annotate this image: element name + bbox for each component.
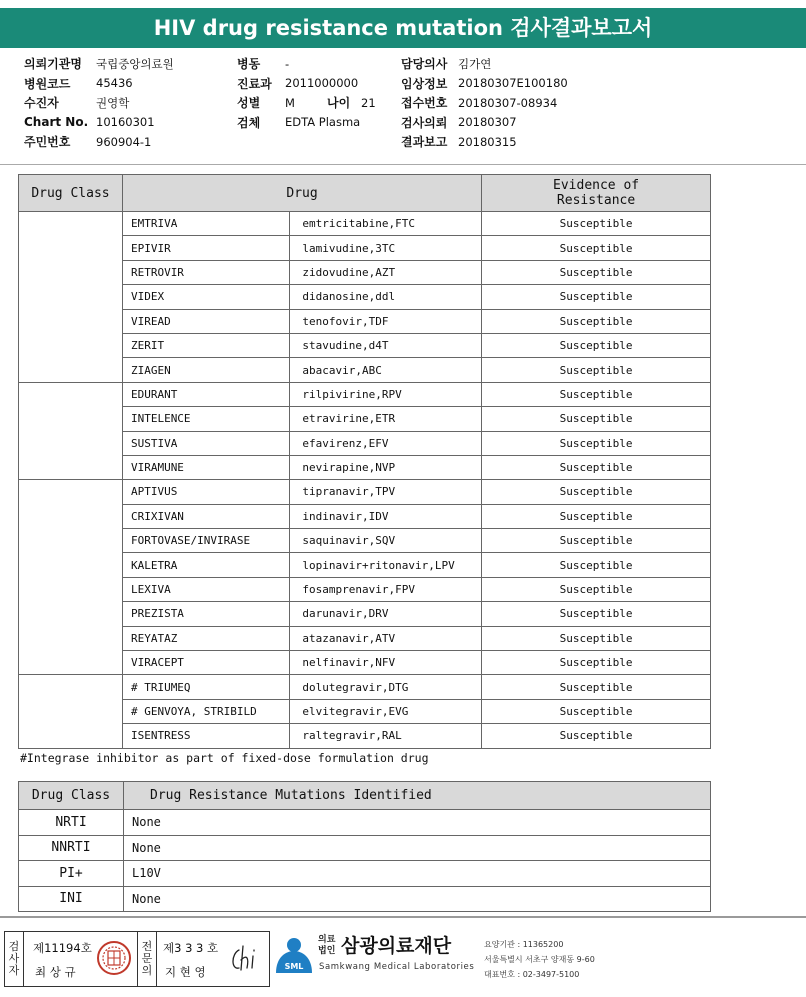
mutation-class: PI+ [19, 861, 124, 887]
resistance-result-cell: Susceptible [482, 260, 711, 284]
specialist-license: 제3 3 3 호 [163, 941, 219, 955]
label-char: 검 [8, 940, 20, 953]
info-key: 진료과 [237, 76, 272, 91]
info-row-physician [401, 54, 568, 74]
contact-code: 요양기관 : 11365200 [484, 940, 564, 949]
drug-brand-cell: VIDEX [122, 285, 289, 309]
info-value: 20180307-08934 [458, 95, 558, 110]
info-value: 20180307E100180 [458, 76, 568, 91]
table-row [19, 699, 711, 723]
resistance-result-cell: Susceptible [482, 358, 711, 382]
drug-brand-cell: VIRACEPT [122, 651, 289, 675]
drug-class-cell [19, 675, 123, 748]
info-row-receipt-no [401, 93, 568, 113]
drug-brand-cell: VIREAD [122, 309, 289, 333]
mutation-class: NRTI [19, 810, 124, 836]
table-row [19, 886, 711, 912]
drug-generic-cell: didanosine,ddl [290, 285, 482, 309]
table-row [19, 455, 711, 479]
table-header-row [19, 782, 711, 810]
info-row-institution [24, 54, 174, 74]
footnote: #Integrase inhibitor as part of fixed-dose formulation drug [20, 751, 429, 765]
info-key: Chart No. [24, 115, 89, 130]
drug-generic-cell: abacavir,ABC [290, 358, 482, 382]
drug-generic-cell: nelfinavir,NFV [290, 651, 482, 675]
info-value: 960904-1 [96, 134, 152, 149]
drug-brand-cell: ZERIT [122, 333, 289, 357]
table-row [19, 260, 711, 284]
info-value: 권영학 [96, 95, 130, 110]
specialist-name: 지 현 영 [165, 965, 206, 979]
header-evidence [482, 175, 711, 212]
visit-info-column [237, 54, 376, 132]
resistance-result-cell: Susceptible [482, 382, 711, 406]
drug-brand-cell: CRIXIVAN [122, 504, 289, 528]
age-key: 나이 [327, 96, 351, 111]
drug-generic-cell: dolutegravir,DTG [290, 675, 482, 699]
examiner-name: 최 상 규 [35, 965, 76, 979]
resistance-result-cell: Susceptible [482, 675, 711, 699]
info-row-result-report [401, 132, 568, 152]
drug-brand-cell: # GENVOYA, STRIBILD [122, 699, 289, 723]
info-row-resident-no [24, 132, 174, 152]
specialist-label [137, 932, 157, 986]
resistance-result-cell: Susceptible [482, 651, 711, 675]
resistance-result-cell: Susceptible [482, 504, 711, 528]
info-row-sex-age [237, 93, 376, 113]
drug-brand-cell: SUSTIVA [122, 431, 289, 455]
info-key: 성별 [237, 96, 261, 111]
header-evidence-line2: Resistance [556, 193, 636, 208]
table-row [19, 810, 711, 836]
foundation-english-name: Samkwang Medical Laboratories [319, 962, 475, 972]
table-row [19, 407, 711, 431]
table-row [19, 724, 711, 748]
drug-brand-cell: KALETRA [122, 553, 289, 577]
drug-brand-cell: # TRIUMEQ [122, 675, 289, 699]
drug-generic-cell: emtricitabine,FTC [290, 212, 482, 236]
mutation-table [18, 781, 711, 912]
drug-brand-cell: EPIVIR [122, 236, 289, 260]
drug-brand-cell: EMTRIVA [122, 212, 289, 236]
drug-brand-cell: REYATAZ [122, 626, 289, 650]
table-row [19, 675, 711, 699]
table-row [19, 212, 711, 236]
resistance-result-cell: Susceptible [482, 309, 711, 333]
footer-divider [0, 916, 806, 918]
mutation-value: None [124, 810, 711, 836]
info-value: 20180307 [458, 115, 517, 130]
drug-brand-cell: LEXIVA [122, 577, 289, 601]
drug-class-cell [19, 480, 123, 675]
header-drug-class: Drug Class [19, 782, 124, 810]
table-row [19, 504, 711, 528]
contact-phone: 대표번호 : 02-3497-5100 [484, 970, 580, 979]
resistance-result-cell: Susceptible [482, 724, 711, 748]
drug-brand-cell: EDURANT [122, 382, 289, 406]
info-key: 검체 [237, 115, 261, 130]
age-value: 21 [361, 95, 376, 110]
foundation-name: 삼광의료재단 [341, 935, 452, 957]
table-row [19, 480, 711, 504]
drug-generic-cell: etravirine,ETR [290, 407, 482, 431]
patient-info-column [24, 54, 174, 152]
table-row [19, 861, 711, 887]
resistance-result-cell: Susceptible [482, 529, 711, 553]
info-key: 결과보고 [401, 135, 448, 150]
info-row-patient [24, 93, 174, 113]
table-row [19, 651, 711, 675]
drug-brand-cell: APTIVUS [122, 480, 289, 504]
drug-table-body [19, 212, 711, 749]
drug-resistance-table [18, 174, 711, 749]
mutation-value: None [124, 886, 711, 912]
lab-info-column [401, 54, 568, 152]
mutation-value: L10V [124, 861, 711, 887]
info-value: EDTA Plasma [285, 115, 361, 130]
resistance-result-cell: Susceptible [482, 285, 711, 309]
drug-generic-cell: elvitegravir,EVG [290, 699, 482, 723]
examiner-label [5, 932, 24, 986]
resistance-result-cell: Susceptible [482, 455, 711, 479]
seal-stamp-icon [96, 940, 132, 976]
resistance-result-cell: Susceptible [482, 236, 711, 260]
drug-class-cell [19, 382, 123, 480]
resistance-result-cell: Susceptible [482, 212, 711, 236]
contact-address: 서울특별시 서초구 양재동 9-60 [484, 955, 595, 964]
examiner-license: 제11194호 [33, 941, 92, 955]
drug-brand-cell: ISENTRESS [122, 724, 289, 748]
table-row [19, 529, 711, 553]
drug-generic-cell: atazanavir,ATV [290, 626, 482, 650]
drug-generic-cell: tenofovir,TDF [290, 309, 482, 333]
mutation-value: None [124, 835, 711, 861]
drug-brand-cell: VIRAMUNE [122, 455, 289, 479]
signature-block [4, 931, 270, 987]
resistance-result-cell: Susceptible [482, 553, 711, 577]
drug-generic-cell: rilpivirine,RPV [290, 382, 482, 406]
info-key: 주민번호 [24, 135, 71, 150]
drug-generic-cell: saquinavir,SQV [290, 529, 482, 553]
info-key: 수진자 [24, 96, 59, 111]
drug-generic-cell: raltegravir,RAL [290, 724, 482, 748]
drug-generic-cell: tipranavir,TPV [290, 480, 482, 504]
label-char: 전 [141, 940, 153, 953]
logo-prefix [318, 935, 335, 957]
drug-brand-cell: ZIAGEN [122, 358, 289, 382]
table-row [19, 835, 711, 861]
info-key: 의뢰기관명 [24, 57, 82, 72]
drug-generic-cell: fosamprenavir,FPV [290, 577, 482, 601]
info-value: 45436 [96, 76, 133, 91]
info-value: M [285, 95, 295, 110]
info-row-ward [237, 54, 376, 74]
report-title: HIV drug resistance mutation 검사결과보고서 [0, 8, 806, 48]
header-divider [0, 164, 806, 165]
logo-prefix-1: 의료 [318, 935, 336, 945]
info-row-test-request [401, 113, 568, 133]
drug-generic-cell: stavudine,d4T [290, 333, 482, 357]
table-row [19, 626, 711, 650]
resistance-result-cell: Susceptible [482, 407, 711, 431]
info-value: 2011000000 [285, 76, 359, 91]
resistance-result-cell: Susceptible [482, 333, 711, 357]
table-row [19, 431, 711, 455]
resistance-result-cell: Susceptible [482, 602, 711, 626]
info-value: 10160301 [96, 115, 155, 130]
info-row-hospital-code [24, 74, 174, 94]
info-row-chart-no [24, 113, 174, 133]
info-key: 임상정보 [401, 76, 448, 91]
table-row [19, 577, 711, 601]
info-value: - [285, 56, 290, 71]
resistance-result-cell: Susceptible [482, 699, 711, 723]
label-char: 문 [141, 952, 153, 965]
info-value: 김가연 [458, 56, 492, 71]
drug-brand-cell: INTELENCE [122, 407, 289, 431]
mutation-class: NNRTI [19, 835, 124, 861]
table-row [19, 382, 711, 406]
table-header-row [19, 175, 711, 212]
table-row [19, 309, 711, 333]
label-char: 자 [8, 964, 20, 977]
info-row-department [237, 74, 376, 94]
info-key: 접수번호 [401, 96, 448, 111]
info-key: 담당의사 [401, 57, 448, 72]
header-drug-class: Drug Class [19, 175, 123, 212]
info-key: 병원코드 [24, 76, 71, 91]
info-row-specimen [237, 113, 376, 133]
info-key: 검사의뢰 [401, 115, 448, 130]
drug-generic-cell: lopinavir+ritonavir,LPV [290, 553, 482, 577]
drug-generic-cell: nevirapine,NVP [290, 455, 482, 479]
table-row [19, 358, 711, 382]
sml-logo-icon [272, 935, 316, 975]
info-key: 병동 [237, 57, 261, 72]
handwritten-signature-icon [227, 940, 265, 976]
drug-class-cell [19, 212, 123, 383]
resistance-result-cell: Susceptible [482, 577, 711, 601]
label-char: 의 [141, 964, 153, 977]
table-row [19, 553, 711, 577]
logo-prefix-2: 법인 [318, 946, 336, 956]
resistance-result-cell: Susceptible [482, 480, 711, 504]
drug-generic-cell: indinavir,IDV [290, 504, 482, 528]
resistance-result-cell: Susceptible [482, 431, 711, 455]
drug-brand-cell: FORTOVASE/INVIRASE [122, 529, 289, 553]
table-row [19, 236, 711, 260]
drug-generic-cell: efavirenz,EFV [290, 431, 482, 455]
drug-generic-cell: darunavir,DRV [290, 602, 482, 626]
header-evidence-line1: Evidence of [553, 178, 640, 193]
info-value: 국립중앙의료원 [96, 56, 174, 71]
drug-brand-cell: PREZISTA [122, 602, 289, 626]
drug-generic-cell: zidovudine,AZT [290, 260, 482, 284]
drug-generic-cell: lamivudine,3TC [290, 236, 482, 260]
contact-info [484, 937, 595, 982]
logo-badge-text: SML [284, 962, 304, 971]
header-drug: Drug [122, 175, 481, 212]
mutation-class: INI [19, 886, 124, 912]
table-row [19, 333, 711, 357]
label-char: 사 [8, 952, 20, 965]
info-value: 20180315 [458, 134, 517, 149]
info-row-clinical-info [401, 74, 568, 94]
table-row [19, 285, 711, 309]
drug-brand-cell: RETROVIR [122, 260, 289, 284]
table-row [19, 602, 711, 626]
resistance-result-cell: Susceptible [482, 626, 711, 650]
header-mutations: Drug Resistance Mutations Identified [124, 782, 711, 810]
